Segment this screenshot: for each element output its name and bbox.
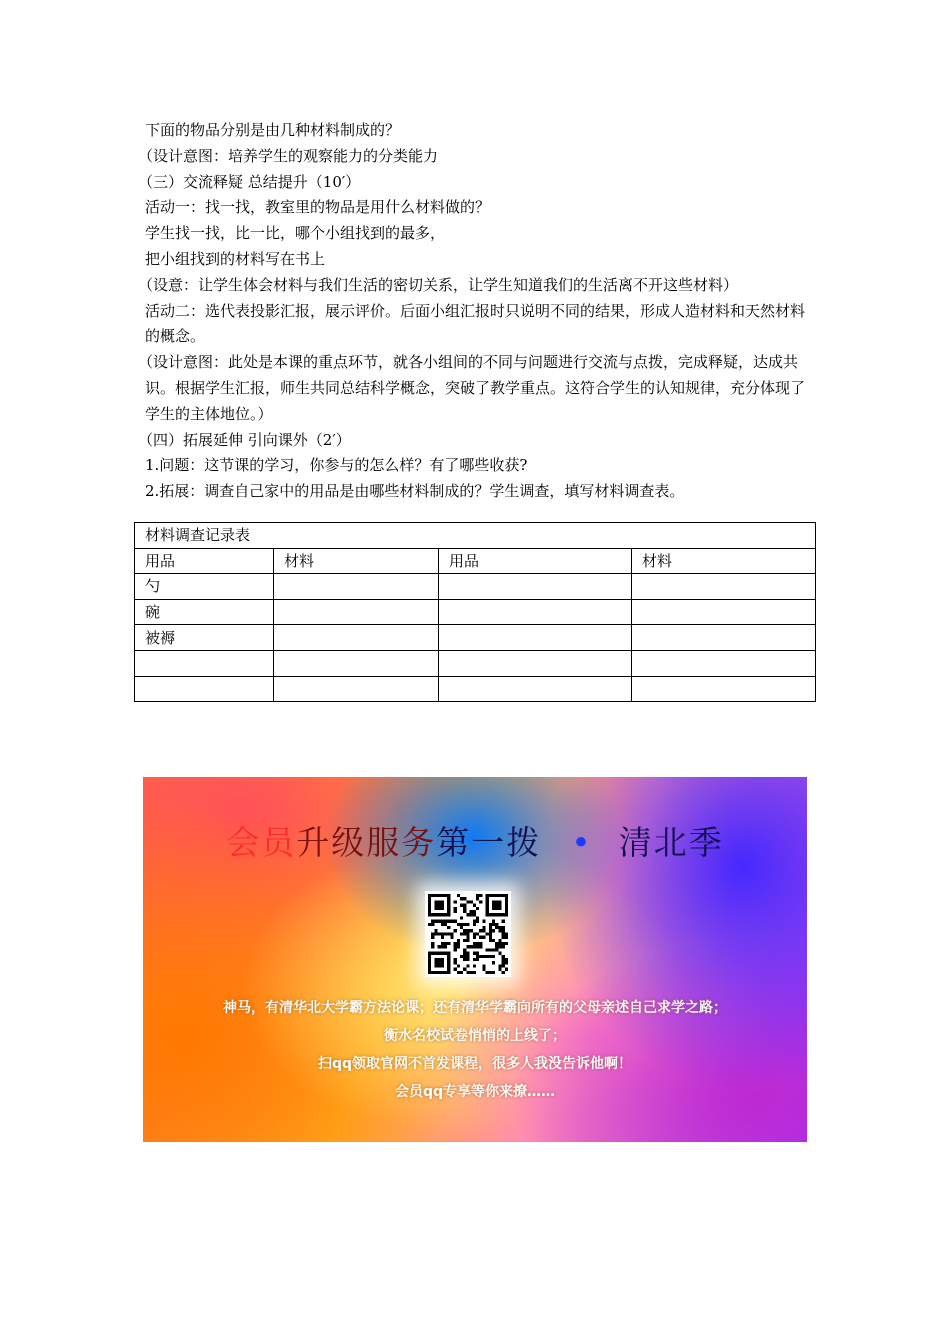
table-cell: [274, 676, 439, 702]
table-row: [135, 574, 816, 600]
table-row: [135, 625, 816, 651]
table-header-row: [135, 548, 816, 574]
table-cell: [632, 625, 816, 651]
table-caption: 材料调查记录表: [135, 523, 816, 549]
text-line: 下面的物品分别是由几种材料制成的？: [145, 121, 401, 139]
text-line: （设意：让学生体会材料与我们生活的密切关系，让学生知道我们的生活离不开这些材料）: [138, 275, 739, 294]
table-cell: [632, 599, 816, 625]
table-cell: [439, 574, 632, 600]
table-cell: [439, 650, 632, 676]
qr-code-icon[interactable]: [425, 891, 511, 977]
table-cell: [632, 676, 816, 702]
banner-title-part: 升级服务: [296, 823, 437, 862]
banner-title-part: 清北季: [618, 823, 724, 862]
table-row: [135, 650, 816, 676]
table-cell: 被褥: [135, 625, 274, 651]
header-cell: 材料: [632, 548, 816, 574]
document-body: [138, 118, 817, 505]
banner-line: 扫qq领取官网不首发课程，很多人我没告诉他啊！: [317, 1056, 633, 1072]
header-cell: 用品: [439, 548, 632, 574]
text-line: （设计意图：培养学生的观察能力的分类能力: [138, 146, 439, 165]
table-cell: [632, 650, 816, 676]
header-cell: 材料: [274, 548, 439, 574]
table-cell: [274, 650, 439, 676]
header-cell: 用品: [135, 548, 274, 574]
table-cell: [439, 625, 632, 651]
table-cell: [135, 650, 274, 676]
table-cell: [274, 625, 439, 651]
table-cell: [632, 574, 816, 600]
table-cell: 勺: [135, 574, 274, 600]
table-cell: [439, 599, 632, 625]
text-line: 活动二：选代表投影汇报，展示评价。后面小组汇报时只说明不同的结果，形成人造材料和天然材料的概念。: [145, 301, 806, 346]
text-line: 活动一：找一找，教室里的物品是用什么材料做的？: [145, 198, 491, 217]
text-line: 把小组找到的材料写在书上: [145, 249, 326, 268]
banner-line: 衡水名校试卷悄悄的上线了；: [384, 1028, 566, 1044]
banner-text: [143, 994, 807, 1106]
title-dot: •: [571, 823, 593, 862]
table-caption-row: [135, 523, 816, 549]
promo-banner[interactable]: [143, 777, 807, 1142]
table-cell: [439, 676, 632, 702]
table-cell: [135, 676, 274, 702]
banner-title: [143, 817, 807, 864]
table-cell: [274, 599, 439, 625]
table-cell: 碗: [135, 599, 274, 625]
banner-title-part: 第一拨: [436, 823, 542, 862]
banner-line: 会员qq专享等你来撩……: [394, 1084, 556, 1100]
section-heading: （三）交流释疑 总结提升（10′）: [138, 172, 361, 191]
material-survey-table: [134, 522, 816, 702]
table-row: [135, 599, 816, 625]
section-heading: （四）拓展延伸 引向课外（2′）: [138, 430, 351, 449]
banner-line: 神马，有清华北大学霸方法论课；还有清华学霸向所有的父母亲述自己求学之路；: [223, 1000, 727, 1016]
banner-title-part: 会员: [226, 823, 297, 862]
text-line: 学生找一找，比一比，哪个小组找到的最多，: [145, 224, 446, 243]
text-line: （设计意图：此处是本课的重点环节，就各小组间的不同与问题进行交流与点拨，完成释疑，达成共识。根据学生汇报，师生共同总结科学概念，突破了教学重点。这符合学生的认知规律，充分体现了学生的主体地位。）: [138, 353, 806, 423]
table-cell: [274, 574, 439, 600]
text-line: 1.问题：这节课的学习，你参与的怎么样？有了哪些收获?: [145, 456, 528, 475]
table-row: [135, 676, 816, 702]
text-line: 2.拓展：调查自己家中的用品是由哪些材料制成的？学生调查，填写材料调查表。: [145, 482, 685, 501]
